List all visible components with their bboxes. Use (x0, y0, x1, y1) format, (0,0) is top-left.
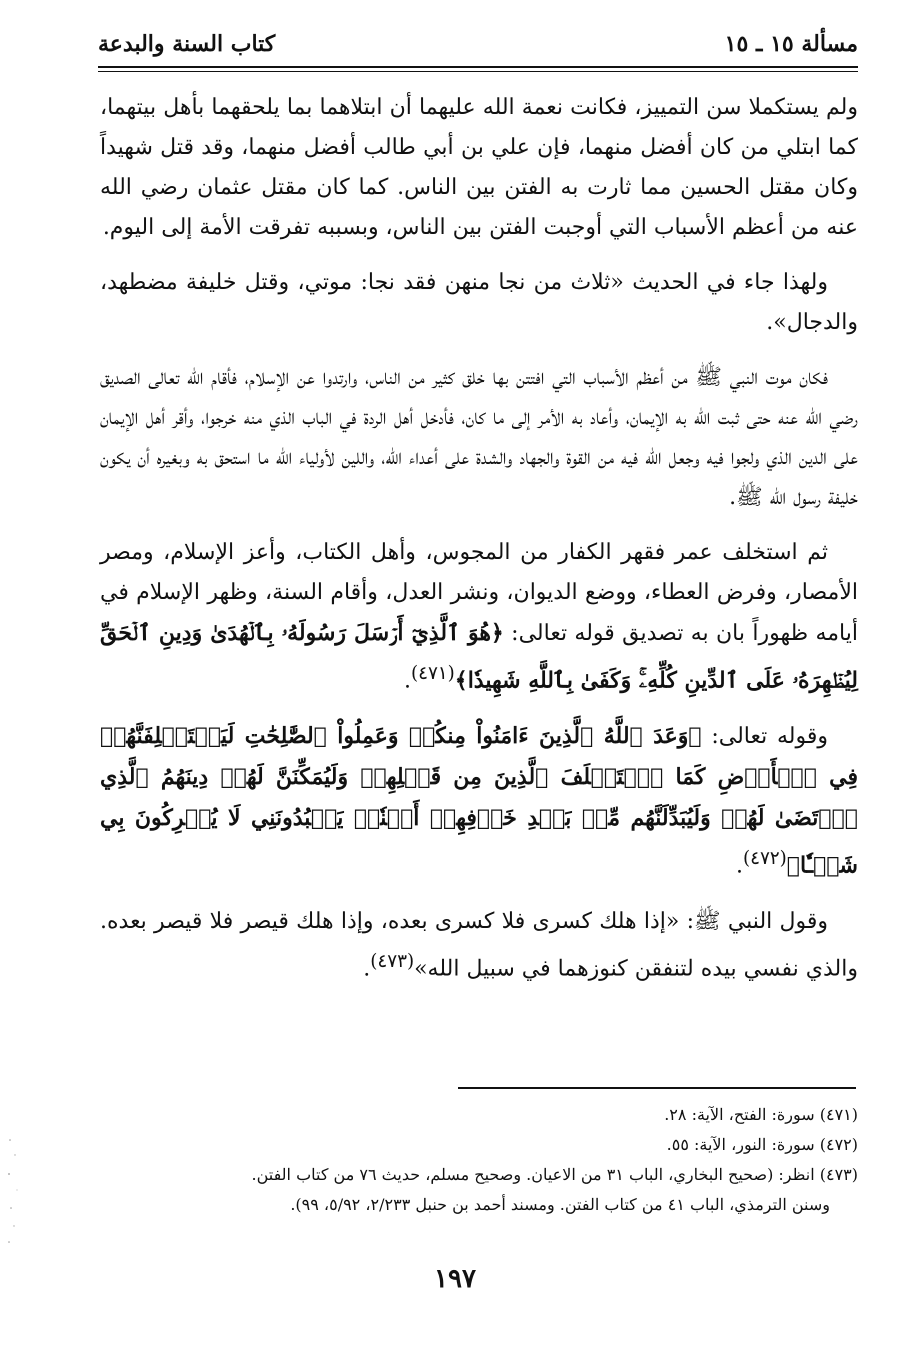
paragraph-6: وقول النبي ﷺ: «إذا هلك كسرى فلا كسرى بعده، وإذا هلك قيصر فلا قيصر بعده. والذي نفسي بيده لتنفقن كنوزهما في سبيل الله»$^{(٤٧٣)}$. (100, 908, 858, 981)
quran-verse-471: ﴿هُوَ ٱلَّذِيٓ أَرۡسَلَ رَسُولَهُۥ بِٱلۡهُدَىٰ وَدِينِ ٱلۡحَقِّ لِيُظۡهِرَهُۥ عَلَى ٱلدِّينِ كُلِّهِۦۚ وَكَفَىٰ بِٱللَّهِ شَهِيدٗا﴾ (100, 620, 858, 694)
scan-speckle-decoration (6, 1130, 26, 1250)
paragraph-1: ولم يستكملا سن التمييز، فكانت نعمة الله عليهما أن ابتلاهما بما يلحقهما بأهل بيتهما، كما ابتلي من كان أفضل منهما، فإن علي بن أبي طالب أفضل منهما، وقد قتل شهيداً وكان مقتل الحسين مما ثارت به الفتن بين الناس. كما كان مقتل عثمان رضي الله عنه من أعظم الأسباب التي أوجبت الفتن بين الناس، وبسببه تفرقت الأمة إلى اليوم. (100, 95, 858, 240)
footnote-472: (٤٧٢) سورة: النور، الآية: ٥٥. (666, 1135, 858, 1154)
header-rule-thick (98, 66, 858, 68)
running-header (98, 24, 858, 64)
paragraph-4: ثم استخلف عمر فقهر الكفار من المجوس، وأهل الكتاب، وأعز الإسلام، ومصر الأمصار، وفرض العطاء، ووضع الديوان، ونشر العدل، وأقام السنة، وظهر الإسلام في أيامه ظهوراً بان به تصديق قوله تعالى: ﴿هُوَ ٱلَّذِيٓ أَرۡسَلَ رَسُولَهُۥ بِٱلۡهُدَىٰ وَدِينِ ٱلۡحَقِّ لِيُظۡهِرَهُۥ عَلَى ٱلدِّينِ كُلِّهِۦۚ وَكَفَىٰ بِٱللَّهِ شَهِيدٗا﴾$^{(٤٧١)}$. (100, 540, 858, 694)
paragraph-5-text: وقوله تعالى: (711, 724, 828, 750)
main-text (100, 88, 858, 1004)
footnote-ref-473[interactable]: (٤٧٣) (370, 950, 415, 972)
paragraph-6-text: وقول النبي ﷺ: «إذا هلك كسرى فلا كسرى بعده، وإذا هلك قيصر فلا قيصر بعده. والذي نفسي بيده لتنفقن كنوزهما في سبيل الله» (100, 908, 858, 981)
footnote-473-continued: وسنن الترمذي، الباب ٤١ من كتاب الفتن. ومسند أحمد بن حنبل ٢/٢٣٣، ٥/٩٢، ٩٩). (290, 1195, 830, 1214)
quran-verse-472: ﴿وَعَدَ ٱللَّهُ ٱلَّذِينَ ءَامَنُواْ مِنكُمۡ وَعَمِلُواْ ٱلصَّٰلِحَٰتِ لَيَسۡتَخۡلِفَنَّهُمۡ فِي ٱلۡأَرۡضِ كَمَا ٱسۡتَخۡلَفَ ٱلَّذِينَ مِن قَبۡلِهِمۡ وَلَيُمَكِّنَنَّ لَهُمۡ دِينَهُمُ ٱلَّذِي ٱرۡتَضَىٰ لَهُمۡ وَلَيُبَدِّلَنَّهُم مِّنۢ بَعۡدِ خَوۡفِهِمۡ أَمۡنٗاۚ يَعۡبُدُونَنِي لَا يُشۡرِكُونَ بِي شَيۡـٔٗا﴾ (100, 723, 858, 879)
book-title: كتاب السنة والبدعة (98, 31, 276, 57)
paragraph-2: ولهذا جاء في الحديث «ثلاث من نجا منهن فقد نجا: موتي، وقتل خليفة مضطهد، والدجال». (100, 270, 858, 335)
page-number: ١٩٧ (434, 1264, 476, 1294)
footnote-ref-472[interactable]: (٤٧٢) (742, 848, 787, 870)
footnote-473: (٤٧٣) انظر: (صحيح البخاري، الباب ٣١ من الاعيان. وصحيح مسلم، حديث ٧٦ من كتاب الفتن. (251, 1165, 858, 1184)
footnote-471: (٤٧١) سورة: الفتح، الآية: ٢٨. (664, 1105, 858, 1124)
header-rule-thin (98, 71, 858, 72)
paragraph-3: فكان موت النبي ﷺ من أعظم الأسباب التي افتتن بها خلق كثير من الناس، وارتدوا عن الإسلام، فأقام الله تعالى الصديق رضي الله عنه حتى ثبت الله به الإيمان، وأعاد به الأمر إلى ما كان، فأدخل أهل الردة في الباب الذي منه خرجوا، وأقر أهل الإيمان على الدين الذي ولجوا فيه وجعل الله فيه من القوة والجهاد والشدة على أعداء الله، واللين لأولياء الله ما استحق به وبغيره أن يكون خليفة رسول الله ﷺ. (100, 365, 858, 510)
paragraph-4-text: ثم استخلف عمر فقهر الكفار من المجوس، وأهل الكتاب، وأعز الإسلام، ومصر الأمصار، وفرض العطاء، ووضع الديوان، ونشر العدل، وأقام السنة، وظهر الإسلام في أيامه ظهوراً بان به تصديق قوله تعالى: (100, 540, 858, 646)
footnotes (100, 1100, 858, 1220)
section-title: مسألة ١٥ ـ ١٥ (724, 31, 858, 57)
footnote-ref-471[interactable]: (٤٧١) (410, 663, 455, 684)
footnote-separator (458, 1087, 856, 1089)
paragraph-5: وقوله تعالى: ﴿وَعَدَ ٱللَّهُ ٱلَّذِينَ ءَامَنُواْ مِنكُمۡ وَعَمِلُواْ ٱلصَّٰلِحَٰتِ لَيَسۡتَخۡلِفَنَّهُمۡ فِي ٱلۡأَرۡضِ كَمَا ٱسۡتَخۡلَفَ ٱلَّذِينَ مِن قَبۡلِهِمۡ وَلَيُمَكِّنَنَّ لَهُمۡ دِينَهُمُ ٱلَّذِي ٱرۡتَضَىٰ لَهُمۡ وَلَيُبَدِّلَنَّهُم مِّنۢ بَعۡدِ خَوۡفِهِمۡ أَمۡنٗاۚ يَعۡبُدُونَنِي لَا يُشۡرِكُونَ بِي شَيۡـٔٗا﴾$^{(٤٧٢)}$. (100, 723, 858, 879)
